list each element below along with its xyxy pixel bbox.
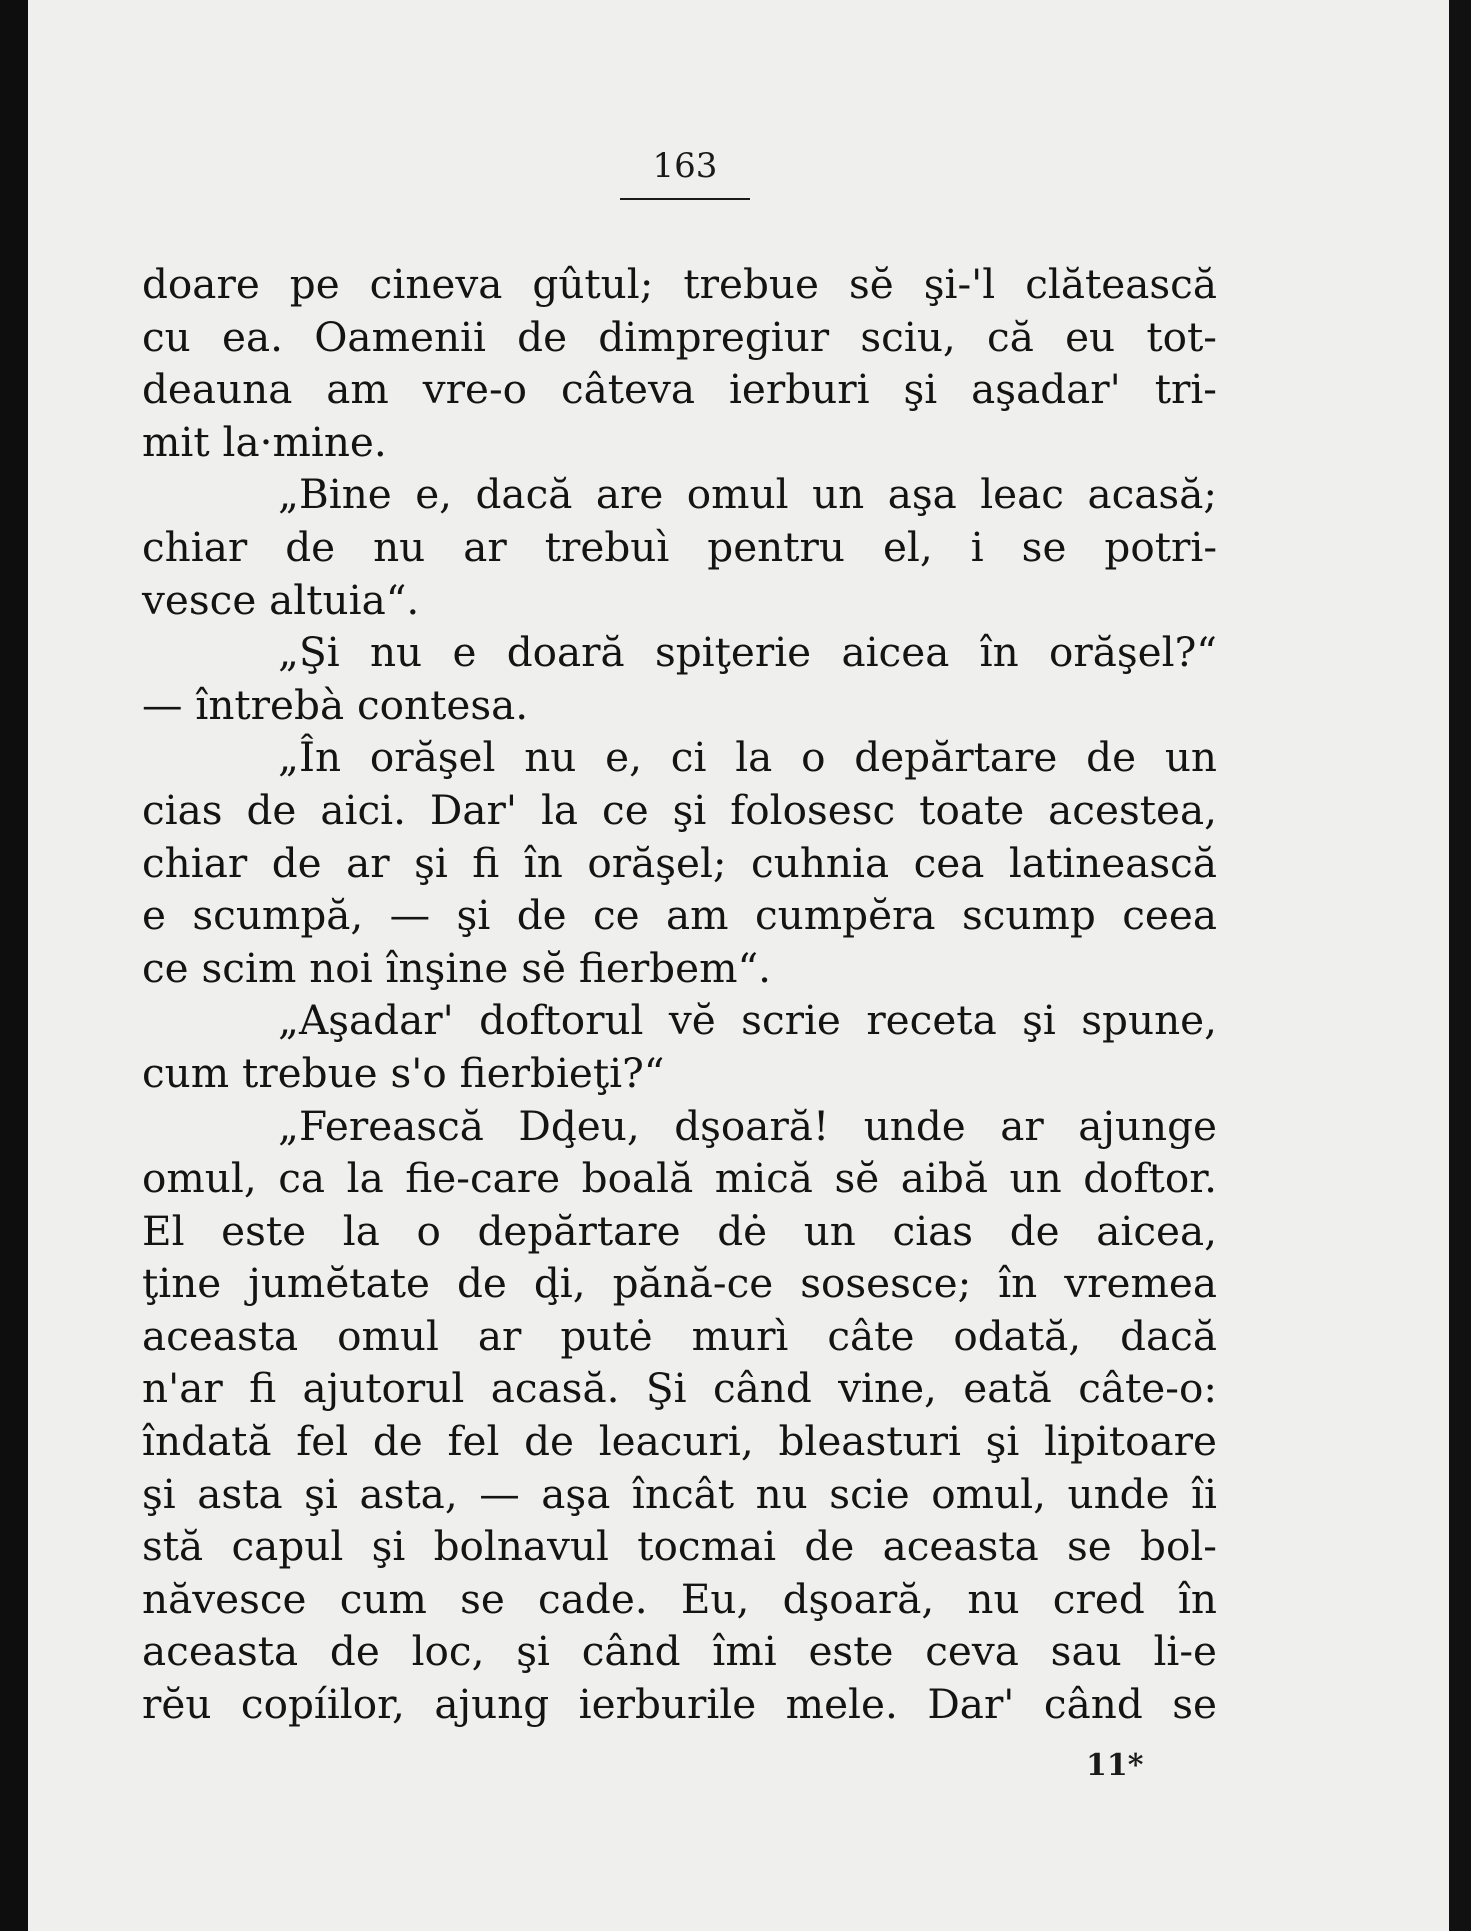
body-text xyxy=(142,258,1217,1731)
text-line: aceasta de loc, şi când îmi este ceva sau li-e xyxy=(142,1627,1217,1676)
text-line: omul, ca la fie-care boală mică sĕ aibă un doftor. xyxy=(142,1154,1217,1203)
text-line: vesce altuia“. xyxy=(142,575,420,624)
text-line: cu ea. Oamenii de dimpregiur sciu, că eu tot- xyxy=(142,312,1217,361)
page-number: 163 xyxy=(652,146,718,186)
text-line: îndată fel de fel de leacuri, bleasturi şi lipitoare xyxy=(142,1417,1217,1466)
text-line: „Bine e, dacă are omul un aşa leac acasă; xyxy=(278,470,1217,519)
book-page xyxy=(28,0,1449,1931)
text-line: El este la o depărtare dė un cias de aicea, xyxy=(142,1206,1217,1255)
text-line: „Ferească Dḑeu, dşoară! unde ar ajunge xyxy=(278,1101,1217,1150)
signature-mark: 11* xyxy=(1086,1748,1144,1783)
text-line: e scumpă, — şi de ce am cumpĕra scump ceea xyxy=(142,891,1217,940)
text-line: ţine jumĕtate de ḑi, pănă-ce sosesce; în vremea xyxy=(142,1259,1217,1308)
text-line: „Şi nu e doară spiţerie aicea în orăşel?“ xyxy=(278,628,1217,677)
scan-edge-left xyxy=(0,0,28,1931)
text-line: deauna am vre-o câteva ierburi şi aşadar' tri- xyxy=(142,365,1217,414)
text-line: ce scim noi înşine sĕ fierbem“. xyxy=(142,943,772,992)
text-line: — întrebà contesa. xyxy=(142,680,529,729)
text-line: stă capul şi bolnavul tocmai de aceasta se bol- xyxy=(142,1522,1217,1571)
text-line: chiar de ar şi fi în orăşel; cuhnia cea latinească xyxy=(142,838,1217,887)
text-line: mit la·mine. xyxy=(142,417,387,466)
text-line: cum trebue s'o fierbieţi?“ xyxy=(142,1048,665,1097)
text-line: rĕu copíilor, ajung ierburile mele. Dar' când se xyxy=(142,1680,1217,1729)
text-line: n'ar fi ajutorul acasă. Şi când vine, eată câte-o: xyxy=(142,1364,1217,1413)
text-line: năvesce cum se cade. Eu, dşoară, nu cred în xyxy=(142,1574,1217,1623)
scan-edge-right xyxy=(1449,0,1471,1931)
text-line: şi asta şi asta, — aşa încât nu scie omul, unde îi xyxy=(142,1469,1217,1518)
text-line: cias de aici. Dar' la ce şi folosesc toate acestea, xyxy=(142,785,1217,834)
text-line: „Aşadar' doftorul vĕ scrie receta şi spune, xyxy=(278,996,1217,1045)
text-line: chiar de nu ar trebuì pentru el, i se potri- xyxy=(142,522,1217,571)
text-line: „În orăşel nu e, ci la o depărtare de un xyxy=(278,733,1217,782)
page-number-rule xyxy=(620,198,750,200)
text-line: doare pe cineva gûtul; trebue sĕ şi-'l clătească xyxy=(142,260,1217,308)
text-line: aceasta omul ar putė murì câte odată, dacă xyxy=(142,1311,1217,1360)
